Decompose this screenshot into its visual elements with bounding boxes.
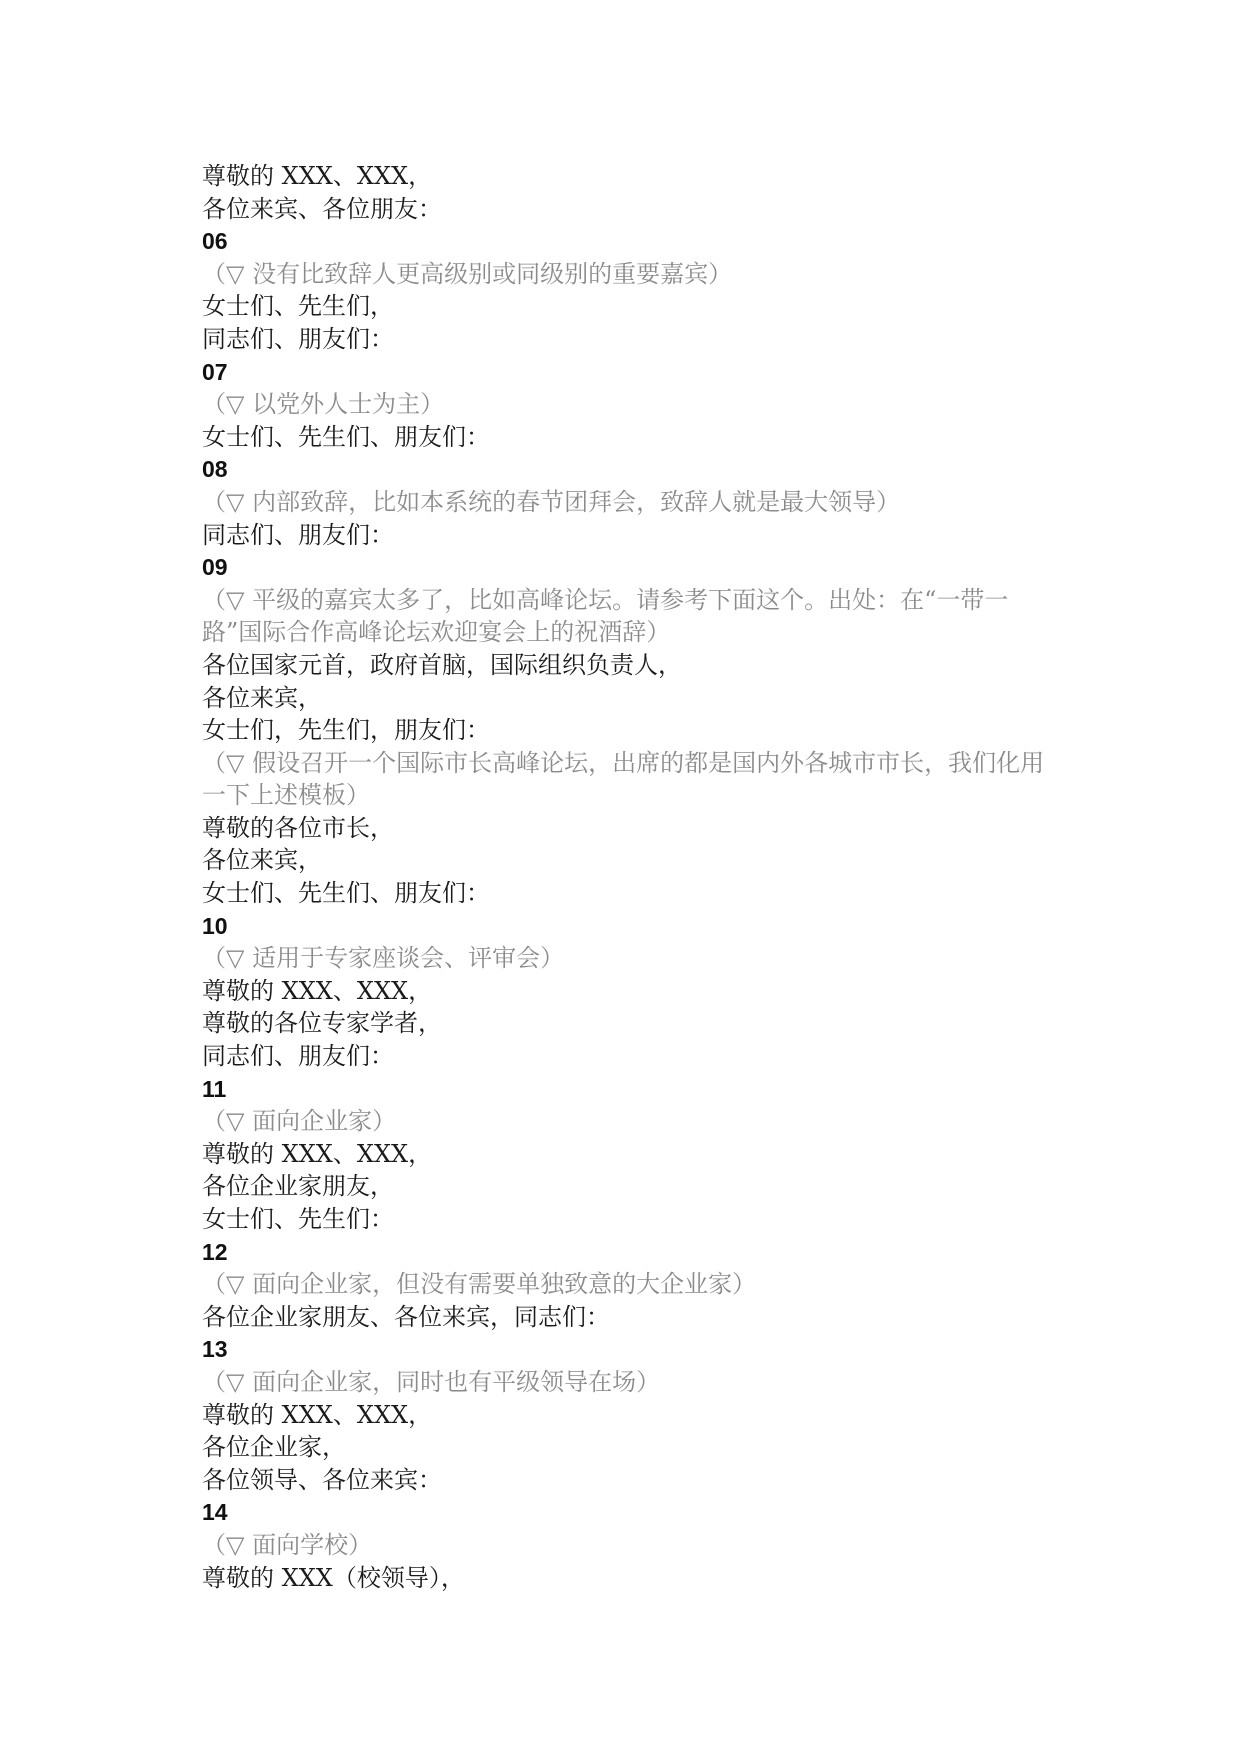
section-number: 06 [202,228,228,255]
salutation-line: 尊敬的 XXX、XXX， [202,1139,433,1168]
salutation-line: 女士们、先生们， [202,292,394,321]
salutation-line: 女士们，先生们，朋友们： [202,716,490,745]
salutation-line: 尊敬的 XXX、XXX， [202,1400,433,1429]
section-number: 11 [202,1075,227,1102]
salutation-line: 尊敬的各位专家学者， [202,1009,442,1038]
section-number: 14 [202,1499,228,1526]
salutation-line: 各位领导、各位来宾： [202,1465,442,1494]
document-page [202,160,1052,1594]
usage-note: （▽ 平级的嘉宾太多了，比如高峰论坛。请参考下面这个。出处：在“一带一路”国际合作高峰论坛欢迎宴会上的祝酒辞） [202,585,1009,647]
section-number: 13 [202,1336,228,1363]
section-number: 10 [202,912,228,939]
salutation-line: 女士们、先生们、朋友们： [202,422,490,451]
section-number: 07 [202,358,228,385]
section-number: 09 [202,554,228,581]
salutation-line: 尊敬的各位市长， [202,813,394,842]
salutation-line: 同志们、朋友们： [202,1042,394,1071]
usage-note: （▽ 面向企业家，同时也有平级领导在场） [202,1367,661,1396]
usage-note: （▽ 以党外人士为主） [202,390,445,419]
salutation-line: 各位来宾， [202,846,322,875]
salutation-line: 各位来宾， [202,683,322,712]
salutation-line: 各位国家元首，政府首脑，国际组织负责人， [202,650,682,679]
section-number: 12 [202,1238,228,1265]
salutation-line: 尊敬的 XXX、XXX， [202,976,433,1005]
salutation-line: 尊敬的 XXX、XXX， [202,162,433,190]
salutation-line: 各位企业家朋友， [202,1172,394,1201]
salutation-line: 女士们、先生们、朋友们： [202,879,490,908]
usage-note: （▽ 面向企业家） [202,1107,397,1136]
salutation-line: 尊敬的 XXX（校领导）， [202,1563,465,1592]
usage-note: （▽ 没有比致辞人更高级别或同级别的重要嘉宾） [202,259,733,288]
salutation-line: 各位企业家朋友、各位来宾，同志们： [202,1302,610,1331]
usage-note: （▽ 内部致辞，比如本系统的春节团拜会，致辞人就是最大领导） [202,487,901,516]
usage-note: （▽ 面向企业家，但没有需要单独致意的大企业家） [202,1270,757,1299]
usage-note: （▽ 适用于专家座谈会、评审会） [202,944,565,973]
salutation-line: 同志们、朋友们： [202,324,394,353]
salutation-line: 各位来宾、各位朋友： [202,194,442,223]
section-number: 08 [202,456,228,483]
salutation-line: 同志们、朋友们： [202,520,394,549]
usage-note: （▽ 面向学校） [202,1530,373,1559]
salutation-line: 各位企业家， [202,1433,346,1462]
usage-note: （▽ 假设召开一个国际市长高峰论坛，出席的都是国内外各城市市长，我们化用一下上述模板） [202,748,1045,810]
salutation-line: 女士们、先生们： [202,1205,394,1233]
